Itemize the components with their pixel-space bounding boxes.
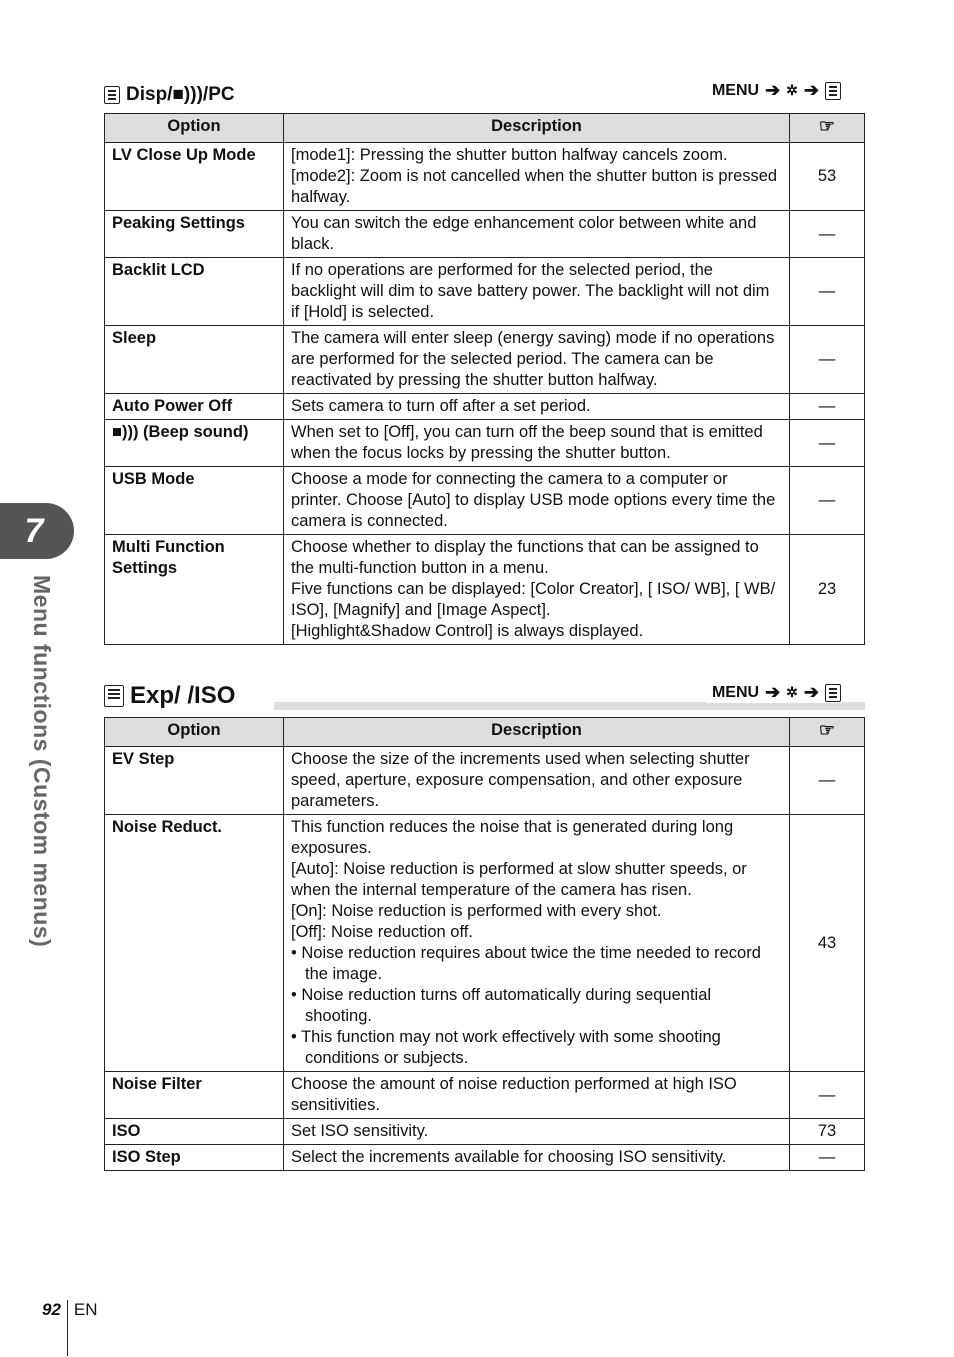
description-line: You can switch the edge enhancement color between white and black.	[291, 214, 757, 253]
footer-divider	[67, 1300, 68, 1356]
table-row	[105, 1119, 865, 1145]
section2-title-text: Exp/ /ISO	[130, 682, 236, 709]
section2-title	[104, 682, 241, 710]
table-row	[105, 467, 865, 535]
page-number: 92	[42, 1300, 61, 1319]
page-reference: —	[790, 1072, 865, 1119]
option-name: Backlit LCD	[105, 258, 284, 326]
option-name: USB Mode	[105, 467, 284, 535]
bullet-icon: •	[291, 1028, 302, 1046]
option-name: Sleep	[105, 326, 284, 394]
page-reference: —	[790, 420, 865, 467]
gear-icon: ✲	[786, 684, 798, 700]
bullet-text: Noise reduction requires about twice the time needed to record the image.	[301, 944, 761, 983]
description-line: [mode1]: Pressing the shutter button halfway cancels zoom.	[291, 146, 728, 164]
description-line: The camera will enter sleep (energy saving) mode if no operations are performed for the selected period. The camera can be reactivated by pressing the shutter button halfway.	[291, 329, 775, 389]
menu-label: MENU	[711, 81, 760, 99]
arrow-right-icon: ➔	[765, 682, 781, 702]
section-divider-bar	[274, 702, 865, 710]
option-name: Multi Function Settings	[105, 535, 284, 645]
page-reference: 73	[790, 1119, 865, 1145]
description-line: This function reduces the noise that is generated during long exposures.	[291, 818, 734, 857]
page-reference: —	[790, 1145, 865, 1171]
option-name: Peaking Settings	[105, 211, 284, 258]
description-line: If no operations are performed for the selected period, the backlight will dim to save battery power. The backlight will not dim if [Hold] is selected.	[291, 261, 770, 321]
option-description	[284, 1119, 790, 1145]
description-line: [Auto]: Noise reduction is performed at slow shutter speeds, or when the internal temperature of the camera has risen.	[291, 860, 747, 899]
reference-icon: ☞	[790, 718, 865, 747]
language-code: EN	[73, 1300, 98, 1319]
arrow-right-icon: ➔	[803, 682, 819, 702]
reference-icon: ☞	[790, 114, 865, 143]
option-name: EV Step	[105, 747, 284, 815]
section1-title	[104, 84, 241, 106]
option-description	[284, 815, 790, 1072]
custom-menu-e-icon	[104, 685, 124, 707]
table-row	[105, 258, 865, 326]
option-description	[284, 1072, 790, 1119]
option-name: Auto Power Off	[105, 394, 284, 420]
chapter-number: 7	[24, 512, 44, 550]
section1-menu-path	[706, 80, 841, 101]
description-line: Sets camera to turn off after a set period.	[291, 397, 591, 415]
arrow-right-icon: ➔	[803, 80, 819, 100]
page-reference: —	[790, 467, 865, 535]
page-reference: 53	[790, 143, 865, 211]
option-name: Noise Filter	[105, 1072, 284, 1119]
menu-label: MENU	[711, 683, 760, 701]
section2-table	[104, 717, 865, 1171]
option-description	[284, 326, 790, 394]
page-reference: 23	[790, 535, 865, 645]
custom-menu-d-icon	[825, 82, 841, 100]
option-description	[284, 467, 790, 535]
description-bullet	[291, 943, 782, 985]
description-bullet	[291, 985, 782, 1027]
description-line: Choose the size of the increments used when selecting shutter speed, aperture, exposure compensation, and other exposure parameters.	[291, 750, 750, 810]
section1-table	[104, 113, 865, 645]
option-description	[284, 747, 790, 815]
bullet-icon: •	[291, 944, 302, 962]
description-line: [mode2]: Zoom is not cancelled when the shutter button is pressed halfway.	[291, 167, 778, 206]
option-description	[284, 420, 790, 467]
gear-icon: ✲	[786, 82, 798, 98]
page-footer	[42, 1300, 98, 1356]
description-line: [Off]: Noise reduction off.	[291, 923, 473, 941]
option-description	[284, 258, 790, 326]
page-reference: —	[790, 258, 865, 326]
arrow-right-icon: ➔	[765, 80, 781, 100]
description-line: When set to [Off], you can turn off the beep sound that is emitted when the focus locks by pressing the shutter button.	[291, 423, 763, 462]
header-option: Option	[105, 718, 284, 747]
option-description	[284, 1145, 790, 1171]
section1-title-text: Disp/■)))/PC	[126, 84, 235, 105]
page-reference: —	[790, 211, 865, 258]
option-name: Noise Reduct.	[105, 815, 284, 1072]
description-line: Choose whether to display the functions that can be assigned to the multi-function button in a menu.	[291, 538, 759, 577]
custom-menu-e-icon	[825, 684, 841, 702]
section2-menu-path	[706, 682, 841, 703]
section2-header	[104, 680, 865, 712]
option-name: ISO	[105, 1119, 284, 1145]
option-description	[284, 143, 790, 211]
header-option: Option	[105, 114, 284, 143]
description-line: Select the increments available for choosing ISO sensitivity.	[291, 1148, 727, 1166]
table-row	[105, 143, 865, 211]
table-row	[105, 394, 865, 420]
bullet-text: Noise reduction turns off automatically during sequential shooting.	[301, 986, 712, 1025]
bullet-icon: •	[291, 986, 302, 1004]
option-description	[284, 211, 790, 258]
option-description	[284, 535, 790, 645]
description-line: Choose the amount of noise reduction performed at high ISO sensitivities.	[291, 1075, 737, 1114]
description-line: Five functions can be displayed: [Color Creator], [ ISO/ WB], [ WB/ ISO], [Magnify] and [Image Aspect].	[291, 580, 776, 619]
description-line: Choose a mode for connecting the camera to a computer or printer. Choose [Auto] to display USB mode options every time the camera is connected.	[291, 470, 776, 530]
page-reference: 43	[790, 815, 865, 1072]
table-row	[105, 326, 865, 394]
table-row	[105, 535, 865, 645]
table-row	[105, 815, 865, 1072]
option-name: LV Close Up Mode	[105, 143, 284, 211]
description-line: [Highlight&Shadow Control] is always displayed.	[291, 622, 644, 640]
header-description: Description	[284, 718, 790, 747]
page-reference: —	[790, 326, 865, 394]
option-description	[284, 394, 790, 420]
description-line: Set ISO sensitivity.	[291, 1122, 429, 1140]
page-reference: —	[790, 747, 865, 815]
header-description: Description	[284, 114, 790, 143]
table-row	[105, 747, 865, 815]
table-row	[105, 420, 865, 467]
table-row	[105, 1072, 865, 1119]
table-row	[105, 211, 865, 258]
option-name: ■))) (Beep sound)	[105, 420, 284, 467]
option-name: ISO Step	[105, 1145, 284, 1171]
description-line: [On]: Noise reduction is performed with every shot.	[291, 902, 662, 920]
description-bullet	[291, 1027, 782, 1069]
bullet-text: This function may not work effectively with some shooting conditions or subjects.	[301, 1028, 721, 1067]
table-row	[105, 1145, 865, 1171]
section1-header	[104, 78, 865, 108]
custom-menu-d-icon	[104, 86, 120, 104]
chapter-title: Menu functions (Custom menus)	[29, 575, 55, 948]
page-reference: —	[790, 394, 865, 420]
